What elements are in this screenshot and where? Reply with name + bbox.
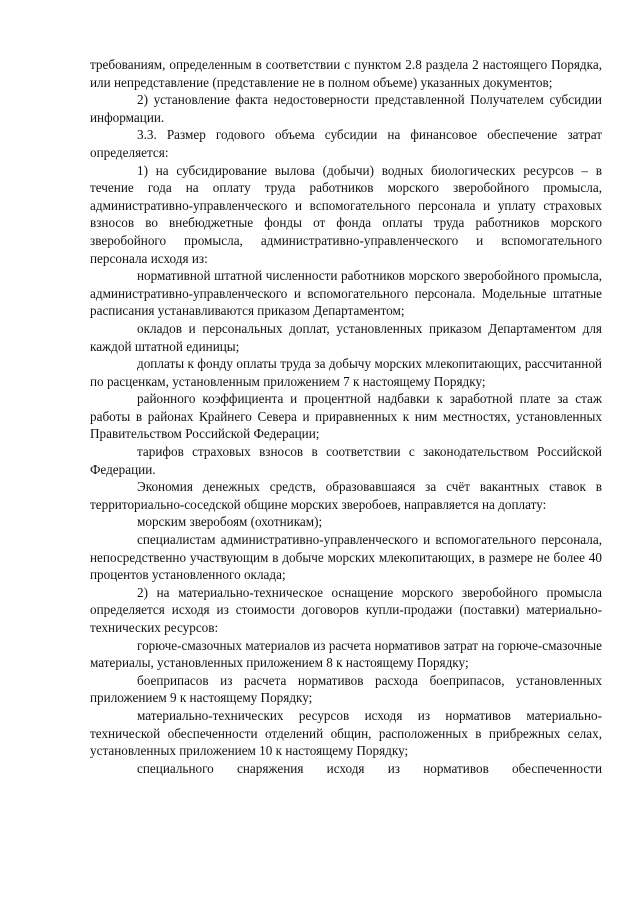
- paragraph-15: боеприпасов из расчета нормативов расхода боеприпасов, установленных приложением 9 к настоящему Порядку;: [90, 672, 602, 706]
- paragraph-12: специалистам административно-управленческого и вспомогательного персонала, непосредственно участвующим в добыче морских млекопитающих, в размере не более 40 процентов установленного оклада;: [90, 532, 602, 583]
- paragraph-4: 1) на субсидирование вылова (добычи) водных биологических ресурсов – в течение года на оплату труда работников морского зверобойного промысла, административно-управленческого и вспомогательного персонала и уплату страховых взносов во внебюджетные фонды от фонда оплаты труда работников морского зверобойного промысла, административно-управленческого и вспомогательного персонала исходя из:: [90, 162, 602, 266]
- paragraph-8: районного коэффициента и процентной надбавки к заработной плате за стаж работы в районах Крайнего Севера и приравненных к ним местностях, установленных Правительством Российской Федерации;: [90, 391, 602, 442]
- document-body: [90, 56, 602, 777]
- paragraph-9: тарифов страховых взносов в соответствии с законодательством Российской Федерации.: [90, 444, 602, 477]
- paragraph-10: Экономия денежных средств, образовавшаяся за счёт вакантных ставок в территориально-соседской общине морских зверобоев, направляется на доплату:: [90, 479, 602, 512]
- paragraph-6: окладов и персональных доплат, установленных приказом Департаментом для каждой штатной единицы;: [90, 320, 602, 354]
- paragraph-2: 2) установление факта недостоверности представленной Получателем субсидии информации.: [90, 92, 602, 125]
- paragraph-3: 3.3. Размер годового объема субсидии на финансовое обеспечение затрат определяется:: [90, 127, 602, 160]
- paragraph-1: требованиям, определенным в соответствии с пунктом 2.8 раздела 2 настоящего Порядка, или непредставление (представление не в полном объеме) указанных документов;: [90, 57, 602, 90]
- paragraph-5: нормативной штатной численности работников морского зверобойного промысла, административно-управленческого и вспомогательного персонала. Модельные штатные расписания устанавливаются приказом Департаментом;: [90, 268, 602, 319]
- paragraph-7: доплаты к фонду оплаты труда за добычу морских млекопитающих, рассчитанной по расценкам, установленным приложением 7 к настоящему Порядку;: [90, 356, 602, 389]
- paragraph-13: 2) на материально-техническое оснащение морского зверобойного промысла определяется исходя из стоимости договоров купли-продажи (поставки) материально-технических ресурсов:: [90, 584, 602, 635]
- paragraph-14: горюче-смазочных материалов из расчета нормативов затрат на горюче-смазочные материалы, установленных приложением 8 к настоящему Порядку;: [90, 637, 602, 671]
- paragraph-11: морским зверобоям (охотникам);: [137, 514, 323, 530]
- paragraph-16: материально-технических ресурсов исходя из нормативов материально-технической обеспеченности отделений общин, расположенных в прибрежных селах, установленных приложением 10 к настоящему Порядку;: [90, 707, 602, 759]
- paragraph-17: специального снаряжения исходя из нормативов обеспеченности: [137, 760, 602, 776]
